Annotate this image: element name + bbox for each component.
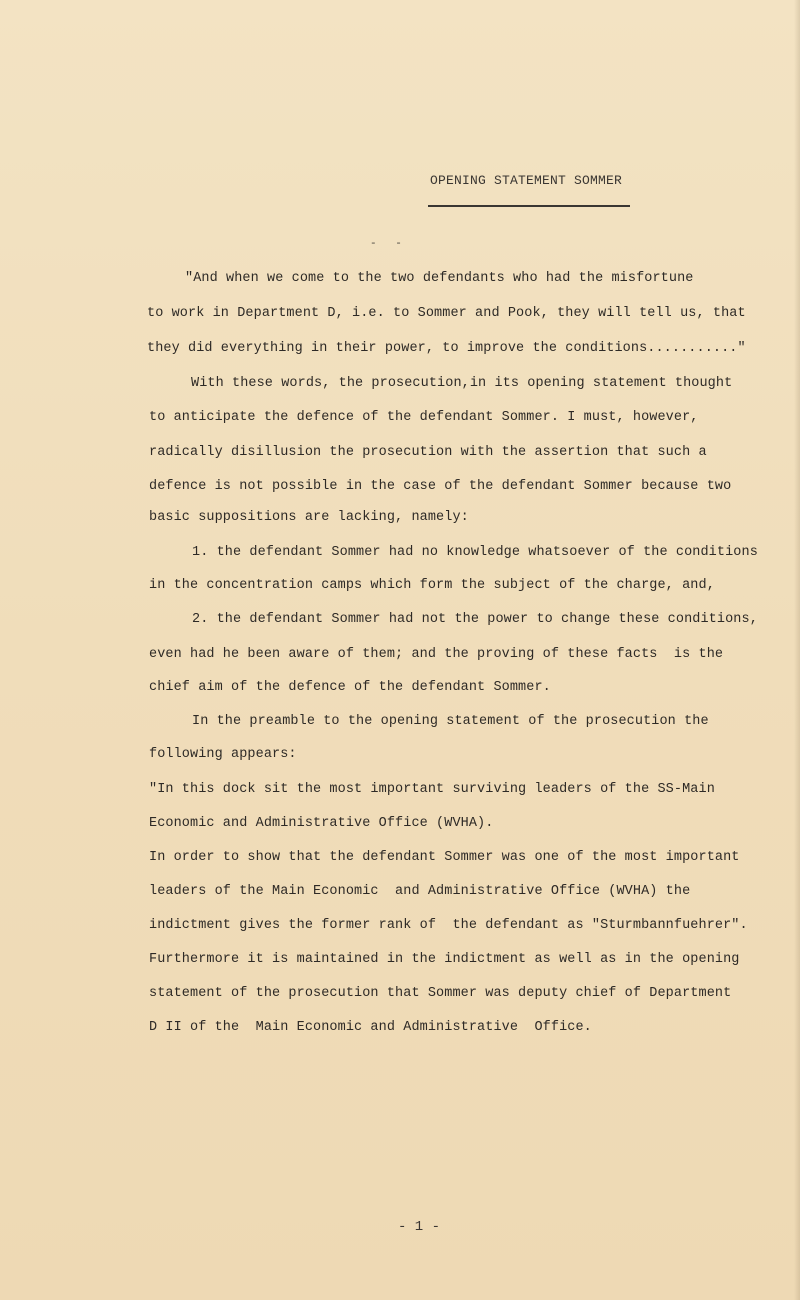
text-line: Furthermore it is maintained in the indictment as well as in the opening [149, 952, 740, 967]
page-heading: OPENING STATEMENT SOMMER [430, 173, 623, 188]
text-line: indictment gives the former rank of the defendant as "Sturmbannfuehrer". [149, 918, 748, 933]
text-line: basic suppositions are lacking, namely: [149, 510, 469, 525]
text-line: 2. the defendant Sommer had not the power to change these conditions, [192, 612, 758, 627]
text-line: following appears: [149, 747, 297, 762]
text-line: 1. the defendant Sommer had no knowledge whatsoever of the conditions [192, 545, 758, 560]
page-number: - 1 - [398, 1219, 441, 1235]
text-line: D II of the Main Economic and Administrative Office. [149, 1020, 592, 1035]
text-line: In the preamble to the opening statement of the prosecution the [192, 714, 709, 729]
text-line: chief aim of the defence of the defendant Sommer. [149, 680, 551, 695]
text-line: leaders of the Main Economic and Administrative Office (WVHA) the [149, 884, 691, 899]
text-line: radically disillusion the prosecution with the assertion that such a [149, 445, 707, 460]
text-line: "And when we come to the two defendants who had the misfortune [185, 271, 694, 286]
text-line: they did everything in their power, to improve the conditions..........." [147, 341, 746, 356]
heading-underline [428, 205, 630, 207]
text-line: statement of the prosecution that Sommer was deputy chief of Department [149, 986, 732, 1001]
text-line: Economic and Administrative Office (WVHA). [149, 816, 494, 831]
text-line: "In this dock sit the most important surviving leaders of the SS-Main [149, 782, 715, 797]
text-line: even had he been aware of them; and the proving of these facts is the [149, 647, 724, 662]
text-line: in the concentration camps which form the subject of the charge, and, [149, 578, 715, 593]
text-line: In order to show that the defendant Sommer was one of the most important [149, 850, 740, 865]
text-line: to anticipate the defence of the defendant Sommer. I must, however, [149, 410, 699, 425]
text-line: defence is not possible in the case of the defendant Sommer because two [149, 479, 732, 494]
text-line: With these words, the prosecution,in its opening statement thought [191, 376, 733, 391]
page-edge-shadow [794, 0, 800, 1300]
section-mark: - - [370, 238, 408, 250]
text-line: to work in Department D, i.e. to Sommer and Pook, they will tell us, that [147, 306, 746, 321]
